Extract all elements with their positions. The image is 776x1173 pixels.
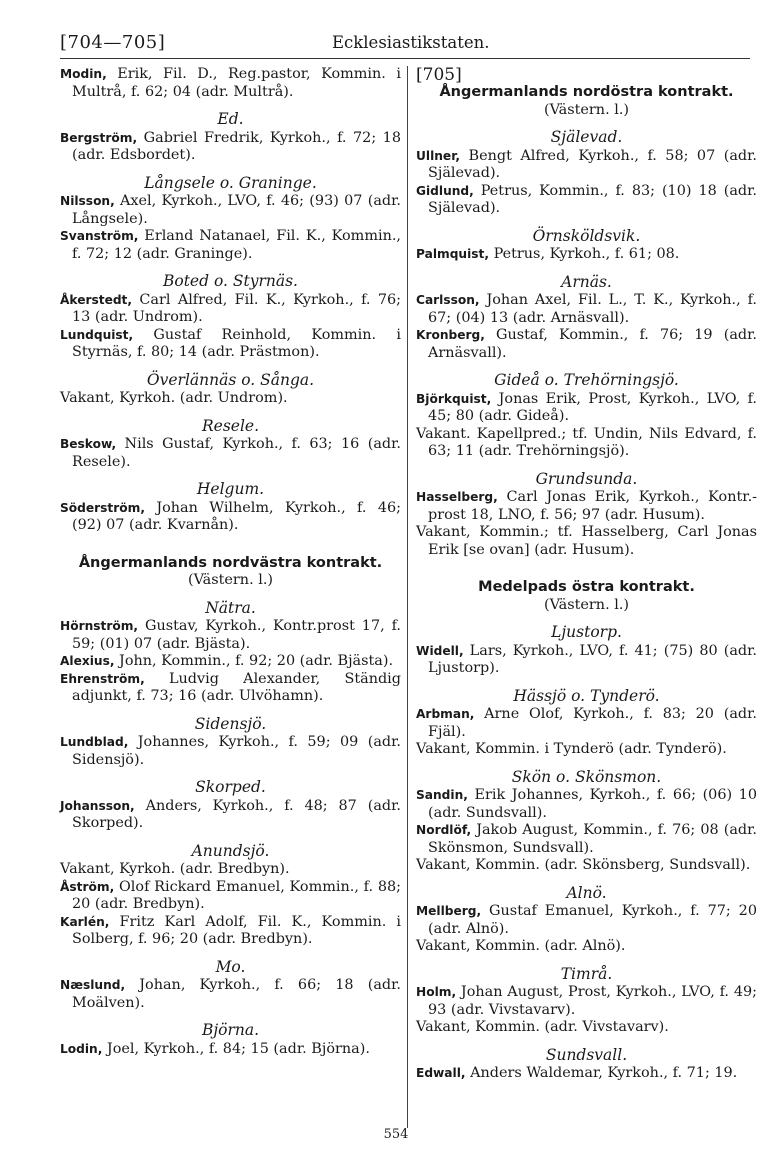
entry-text: Jakob August, Kommin., f. 76; 08 (adr. Skönsmon, Sundsvall).: [428, 822, 757, 856]
entry: [60, 500, 401, 535]
surname: Åkerstedt,: [60, 292, 133, 307]
entry-text: Carl Jonas Erik, Kyrkoh., Kontr.-prost 18, LNO, f. 56; 97 (adr. Husum).: [428, 489, 757, 523]
surname: Johansson,: [60, 798, 135, 813]
entry: [60, 390, 401, 408]
entry: [60, 861, 401, 879]
surname: Widell,: [416, 643, 464, 658]
entry: [416, 148, 757, 183]
surname: Ehrenström,: [60, 671, 145, 686]
surname: Lundquist,: [60, 327, 134, 342]
entry: [60, 879, 401, 914]
surname: Hasselberg,: [416, 490, 498, 504]
surname: Mellberg,: [416, 904, 482, 918]
entry: [60, 653, 401, 671]
surname: Åström,: [60, 879, 115, 894]
entry-text: Jonas Erik, Prost, Kyrkoh., LVO, f. 45; 80 (adr. Gideå).: [428, 390, 757, 424]
entry-text: Vakant, Kommin. (adr. Skönsberg, Sundsvall).: [416, 857, 751, 873]
parish-heading: Ljustorp.: [551, 623, 622, 641]
page-header: [50, 34, 750, 60]
entry-text: Petrus, Kommin., f. 83; (10) 18 (adr. Själevad).: [428, 182, 757, 216]
entry: [60, 618, 401, 653]
entry: [60, 671, 401, 706]
entry: [416, 246, 757, 264]
entry-text: Johan Wilhelm, Kyrkoh., f. 46; (92) 07 (adr. Kvarnån).: [72, 499, 401, 533]
parish-heading: Sidensjö.: [194, 714, 267, 733]
surname: Beskow,: [60, 437, 117, 451]
entry: [416, 524, 757, 559]
parish-heading: Själevad.: [550, 128, 623, 146]
entry: [416, 292, 757, 327]
contract-heading: Ångermanlands nordvästra kontrakt.: [78, 554, 383, 571]
surname: Nordlöf,: [416, 823, 472, 837]
entry-text: Nils Gustaf, Kyrkoh., f. 63; 16 (adr. Resele).: [72, 436, 401, 470]
entry-text: Gustaf Reinhold, Kommin. i Styrnäs, f. 80; 14 (adr. Prästmon).: [72, 326, 401, 360]
entry: [416, 984, 757, 1019]
surname: Edwall,: [416, 1066, 466, 1080]
entry-text: Vakant, Kommin. i Tynderö (adr. Tynderö).: [416, 741, 727, 757]
entry: [416, 391, 757, 426]
surname: Björkquist,: [416, 391, 492, 406]
surname: Arbman,: [416, 707, 475, 721]
entry: [416, 183, 757, 218]
entry-text: Gustaf, Kommin., f. 76; 19 (adr. Arnäsvall).: [428, 327, 757, 361]
contract-subheading: (Västern. l.): [187, 572, 274, 588]
entry: [60, 436, 401, 471]
entry-text: Lars, Kyrkoh., LVO, f. 41; (75) 80 (adr. Ljustorp).: [428, 642, 757, 676]
parish-heading: Långsele o. Graninge.: [144, 173, 317, 192]
entry-text: Anders Waldemar, Kyrkoh., f. 71; 19.: [465, 1065, 738, 1081]
parish-heading: Alnö.: [566, 883, 607, 902]
parish-heading: Sundsvall.: [545, 1045, 628, 1064]
entry: [60, 130, 401, 165]
entry-text: Petrus, Kyrkoh., f. 61; 08.: [489, 246, 680, 262]
surname: Alexius,: [60, 654, 115, 668]
parish-heading: Hässjö o. Tynderö.: [513, 686, 660, 705]
header-rule: [60, 58, 750, 59]
parish-heading: Arnäs.: [561, 272, 612, 291]
entry-text: Anders, Kyrkoh., f. 48; 87 (adr. Skorped).: [72, 797, 401, 831]
surname: Ullner,: [416, 148, 461, 163]
entry-text: Ludvig Alexander, Ständig adjunkt, f. 73; 16 (adr. Ulvöhamn).: [72, 670, 401, 704]
parish-heading: Nätra.: [205, 598, 256, 617]
parish-heading: Timrå.: [560, 964, 613, 983]
entry-text: Carl Alfred, Fil. K., Kyrkoh., f. 76; 13 (adr. Undrom).: [72, 291, 401, 325]
entry-text: John, Kommin., f. 92; 20 (adr. Bjästa).: [114, 653, 394, 669]
entry-text: Erik, Fil. D., Reg.pastor, Kommin. i Multrå, f. 62; 04 (adr. Multrå).: [72, 66, 401, 100]
parish-heading: Resele.: [201, 416, 260, 435]
entry-text: Johan August, Prost, Kyrkoh., LVO, f. 49; 93 (adr. Vivstavarv).: [428, 984, 757, 1018]
entry-text: Gustaf Emanuel, Kyrkoh., f. 77; 20 (adr. Alnö).: [428, 903, 757, 937]
entry-text: Vakant, Kommin. (adr. Alnö).: [416, 938, 626, 954]
surname: Carlsson,: [416, 293, 480, 307]
entry-text: Joel, Kyrkoh., f. 84; 15 (adr. Björna).: [102, 1040, 370, 1057]
entry-text: Johan, Kyrkoh., f. 66; 18 (adr. Moälven).: [72, 977, 401, 1011]
surname: Lodin,: [60, 1041, 103, 1056]
surname: Modin,: [60, 67, 107, 81]
contract-subheading: (Västern. l.): [543, 596, 630, 613]
entry: [416, 938, 757, 956]
entry-text: Arne Olof, Kyrkoh., f. 83; 20 (adr. Fjäl).: [428, 706, 757, 740]
entry-text: Vakant, Kommin.; tf. Hasselberg, Carl Jonas Erik [se ovan] (adr. Husum).: [416, 524, 757, 558]
right-column: [416, 66, 757, 1083]
entry-text: Vakant, Kyrkoh. (adr. Undrom).: [60, 390, 288, 406]
column-reference: [705]: [416, 65, 462, 85]
entry: [60, 1041, 401, 1059]
entry: [60, 193, 401, 228]
entry: [416, 1019, 757, 1037]
parish-heading: Grundsunda.: [535, 469, 638, 488]
surname: Hörnström,: [60, 619, 139, 633]
entry-text: Erik Johannes, Kyrkoh., f. 66; (06) 10 (adr. Sundsvall).: [428, 787, 757, 821]
entry-text: Johannes, Kyrkoh., f. 59; 09 (adr. Sidensjö).: [72, 734, 401, 768]
parish-heading: Ed.: [217, 110, 244, 128]
surname: Gidlund,: [416, 183, 474, 198]
surname: Holm,: [416, 985, 457, 999]
entry: [60, 327, 401, 362]
contract-subheading: (Västern. l.): [543, 101, 630, 118]
parish-heading: Helgum.: [196, 480, 265, 498]
parish-heading: Skön o. Skönsmon.: [511, 767, 662, 786]
entry-text: Erland Natanael, Fil. K., Kommin., f. 72; 12 (adr. Graninge).: [72, 228, 401, 262]
parish-heading: Boted o. Styrnäs.: [162, 272, 298, 290]
entry: [60, 66, 401, 101]
entry-text: Axel, Kyrkoh., LVO, f. 46; (93) 07 (adr. Långsele).: [72, 193, 401, 227]
parish-heading: Överlännäs o. Sånga.: [146, 370, 315, 389]
surname: Bergström,: [60, 130, 138, 145]
entry: [416, 489, 757, 524]
parish-heading: Örnsköldsvik.: [532, 226, 641, 245]
entry: [416, 643, 757, 678]
entry-text: Gustav, Kyrkoh., Kontr.prost 17, f. 59; (01) 07 (adr. Bjästa).: [72, 618, 401, 652]
surname: Palmquist,: [416, 247, 489, 261]
entry: [60, 914, 401, 949]
entry: [60, 292, 401, 327]
parish-heading: Anundsjö.: [191, 841, 270, 860]
page-number: 554: [383, 1127, 409, 1142]
page-range: [704—705]: [60, 32, 166, 53]
parish-heading: Björna.: [201, 1021, 260, 1039]
entry: [416, 706, 757, 741]
entry: [60, 734, 401, 769]
surname: Svanström,: [60, 229, 139, 243]
surname: Kronberg,: [416, 328, 485, 342]
entry-text: Fritz Karl Adolf, Fil. K., Kommin. i Solberg, f. 96; 20 (adr. Bredbyn).: [72, 913, 401, 947]
surname: Lundblad,: [60, 735, 129, 749]
running-title: Ecklesiastikstaten.: [332, 33, 490, 52]
surname: Söderström,: [60, 500, 145, 515]
entry-text: Bengt Alfred, Kyrkoh., f. 58; 07 (adr. Själevad).: [428, 147, 757, 181]
entry: [416, 741, 757, 759]
entry: [416, 857, 757, 875]
left-column: [60, 66, 401, 1058]
entry: [416, 787, 757, 822]
entry: [416, 1065, 757, 1083]
parish-heading: Skorped.: [195, 778, 266, 796]
entry: [416, 426, 757, 461]
entry-text: Vakant, Kyrkoh. (adr. Bredbyn).: [60, 861, 290, 877]
entry-text: Vakant. Kapellpred.; tf. Undin, Nils Edvard, f. 63; 11 (adr. Trehörningsjö).: [416, 425, 757, 459]
parish-heading: Mo.: [215, 957, 246, 976]
surname: Næslund,: [60, 978, 126, 992]
entry-text: Gabriel Fredrik, Kyrkoh., f. 72; 18 (adr. Edsbordet).: [72, 129, 401, 163]
entry: [416, 903, 757, 938]
surname: Karlén,: [60, 914, 110, 929]
entry: [416, 327, 757, 362]
entry: [60, 228, 401, 263]
entry: [416, 822, 757, 857]
entry: [60, 798, 401, 833]
surname: Nilsson,: [60, 194, 115, 208]
entry-text: Olof Rickard Emanuel, Kommin., f. 88; 20 (adr. Bredbyn).: [72, 878, 401, 912]
entry-text: Vakant, Kommin. (adr. Vivstavarv).: [416, 1019, 669, 1035]
column-divider: [407, 66, 408, 1128]
surname: Sandin,: [416, 788, 468, 802]
entry: [60, 977, 401, 1012]
entry-text: Johan Axel, Fil. L., T. K., Kyrkoh., f. 67; (04) 13 (adr. Arnäsvall).: [428, 292, 757, 326]
contract-heading: Ångermanlands nordöstra kontrakt.: [439, 84, 734, 100]
contract-heading: Medelpads östra kontrakt.: [478, 579, 695, 595]
parish-heading: Gideå o. Trehörningsjö.: [494, 371, 679, 389]
